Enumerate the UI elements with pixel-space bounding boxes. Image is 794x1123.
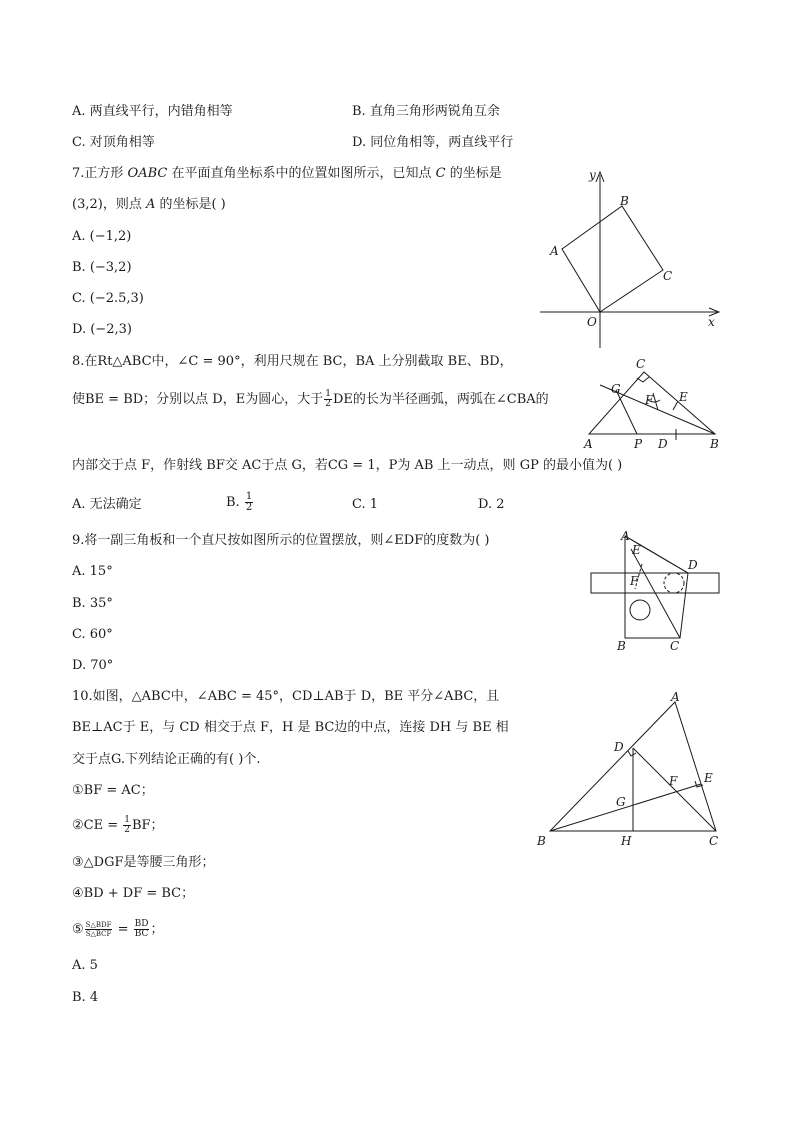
q7-label-b: B <box>620 194 629 208</box>
q8-label-c: C <box>636 357 646 371</box>
q7-option-d: D. (−2,3) <box>72 322 132 337</box>
q8-label-p: P <box>634 437 643 451</box>
q9-option-b: B. 35° <box>72 596 113 611</box>
q7-option-c: C. (−2.5,3) <box>72 291 144 306</box>
q10-option-a: A. 5 <box>72 958 98 973</box>
q10-label-h: H <box>621 834 632 848</box>
q8-stem-line1: 8.在Rt△ABC中，∠C = 90°，利用尺规在 BC，BA 上分别截取 BE、BD， <box>72 354 513 369</box>
q10-stem-line2: BE⊥AC于 E，与 CD 相交于点 F，H 是 BC边的中点，连接 DH 与 BE 相 <box>72 720 509 735</box>
q6-option-d: D. 同位角相等，两直线平行 <box>352 135 514 150</box>
q7-stem-line1: 7.正方形 OABC 在平面直角坐标系中的位置如图所示，已知点 C 的坐标是 <box>72 166 502 181</box>
q10-stem-line1: 10.如图，△ABC中，∠ABC = 45°，CD⊥AB于 D，BE 平分∠ABC，且 <box>72 689 500 704</box>
q9-figure <box>585 528 725 658</box>
q10-label-e: E <box>704 771 713 785</box>
q9-label-d: D <box>688 558 698 572</box>
q6-option-c: C. 对顶角相等 <box>72 135 155 150</box>
q7-label-a: A <box>550 244 559 258</box>
q8-option-c: C. 1 <box>352 497 379 512</box>
q7-label-y: y <box>589 168 596 182</box>
q9-option-c: C. 60° <box>72 627 113 642</box>
q9-option-d: D. 70° <box>72 658 114 673</box>
q10-label-c: C <box>709 834 719 848</box>
q8-label-e: E <box>679 390 688 404</box>
q10-label-d: D <box>614 740 624 754</box>
q7-option-b: B. (−3,2) <box>72 260 132 275</box>
q8-figure <box>575 352 725 457</box>
q9-label-f: F <box>630 574 639 588</box>
q10-conclusion-4: ④BD + DF = BC； <box>72 886 195 901</box>
q8-label-d: D <box>658 437 668 451</box>
q8-option-a: A. 无法确定 <box>72 497 142 512</box>
q10-option-b: B. 4 <box>72 990 99 1005</box>
q8-label-a: A <box>584 437 593 451</box>
q8-half-fraction: $\frac{1}{2}$ <box>325 389 331 409</box>
q9-label-b: B <box>617 639 626 653</box>
q10-label-g: G <box>616 795 626 809</box>
q9-label-e: E <box>632 543 641 557</box>
q9-label-c: C <box>670 639 680 653</box>
q7-label-c: C <box>663 269 673 283</box>
q8-label-b: B <box>710 437 719 451</box>
q10-label-a: A <box>671 690 680 704</box>
q9-option-a: A. 15° <box>72 564 113 579</box>
q10-stem-line3: 交于点G.下列结论正确的有( )个. <box>72 752 261 767</box>
q8-label-f: F <box>645 393 654 407</box>
q6-option-a: A. 两直线平行，内错角相等 <box>72 104 233 119</box>
q8-option-d: D. 2 <box>478 497 505 512</box>
q7-stem-line2: (3,2)，则点 A 的坐标是( ) <box>72 197 226 212</box>
q10-conclusion-2: ②CE = $\frac{1}{2}$ BF； <box>72 815 164 835</box>
q10-label-b: B <box>537 834 546 848</box>
q7-label-o: O <box>587 315 597 329</box>
q9-stem: 9.将一副三角板和一个直尺按如图所示的位置摆放，则∠EDF的度数为( ) <box>72 533 490 548</box>
q7-label-x: x <box>708 315 715 329</box>
q7-figure <box>535 160 725 350</box>
q8-option-b: B. $\frac{1}{2}$ <box>226 491 253 513</box>
q6-option-b: B. 直角三角形两锐角互余 <box>352 104 500 119</box>
q8-stem-line3: 内部交于点 F，作射线 BF交 AC于点 G，若CG = 1，P为 AB 上一动点，则 GP 的最小值为( ) <box>72 458 623 473</box>
q7-option-a: A. (−1,2) <box>72 229 132 244</box>
q10-figure <box>532 685 727 855</box>
q10-label-f: F <box>669 774 678 788</box>
q10-conclusion-1: ①BF = AC； <box>72 783 154 798</box>
q10-conclusion-3: ③△DGF是等腰三角形； <box>72 855 215 870</box>
q10-conclusion-5: ⑤ $\frac{\text{S△BDF}}{\text{S△BCF}}$ = $\frac{BD}{BC}$ ； <box>72 919 164 939</box>
q8-stem-line2: 使BE = BD；分别以点 D，E为圆心，大于 $\frac{1}{2}$ DE的长为半径画弧，两弧在∠CBA的 <box>72 389 549 409</box>
q8-label-g: G <box>611 382 621 396</box>
q9-label-a: A <box>621 529 630 543</box>
